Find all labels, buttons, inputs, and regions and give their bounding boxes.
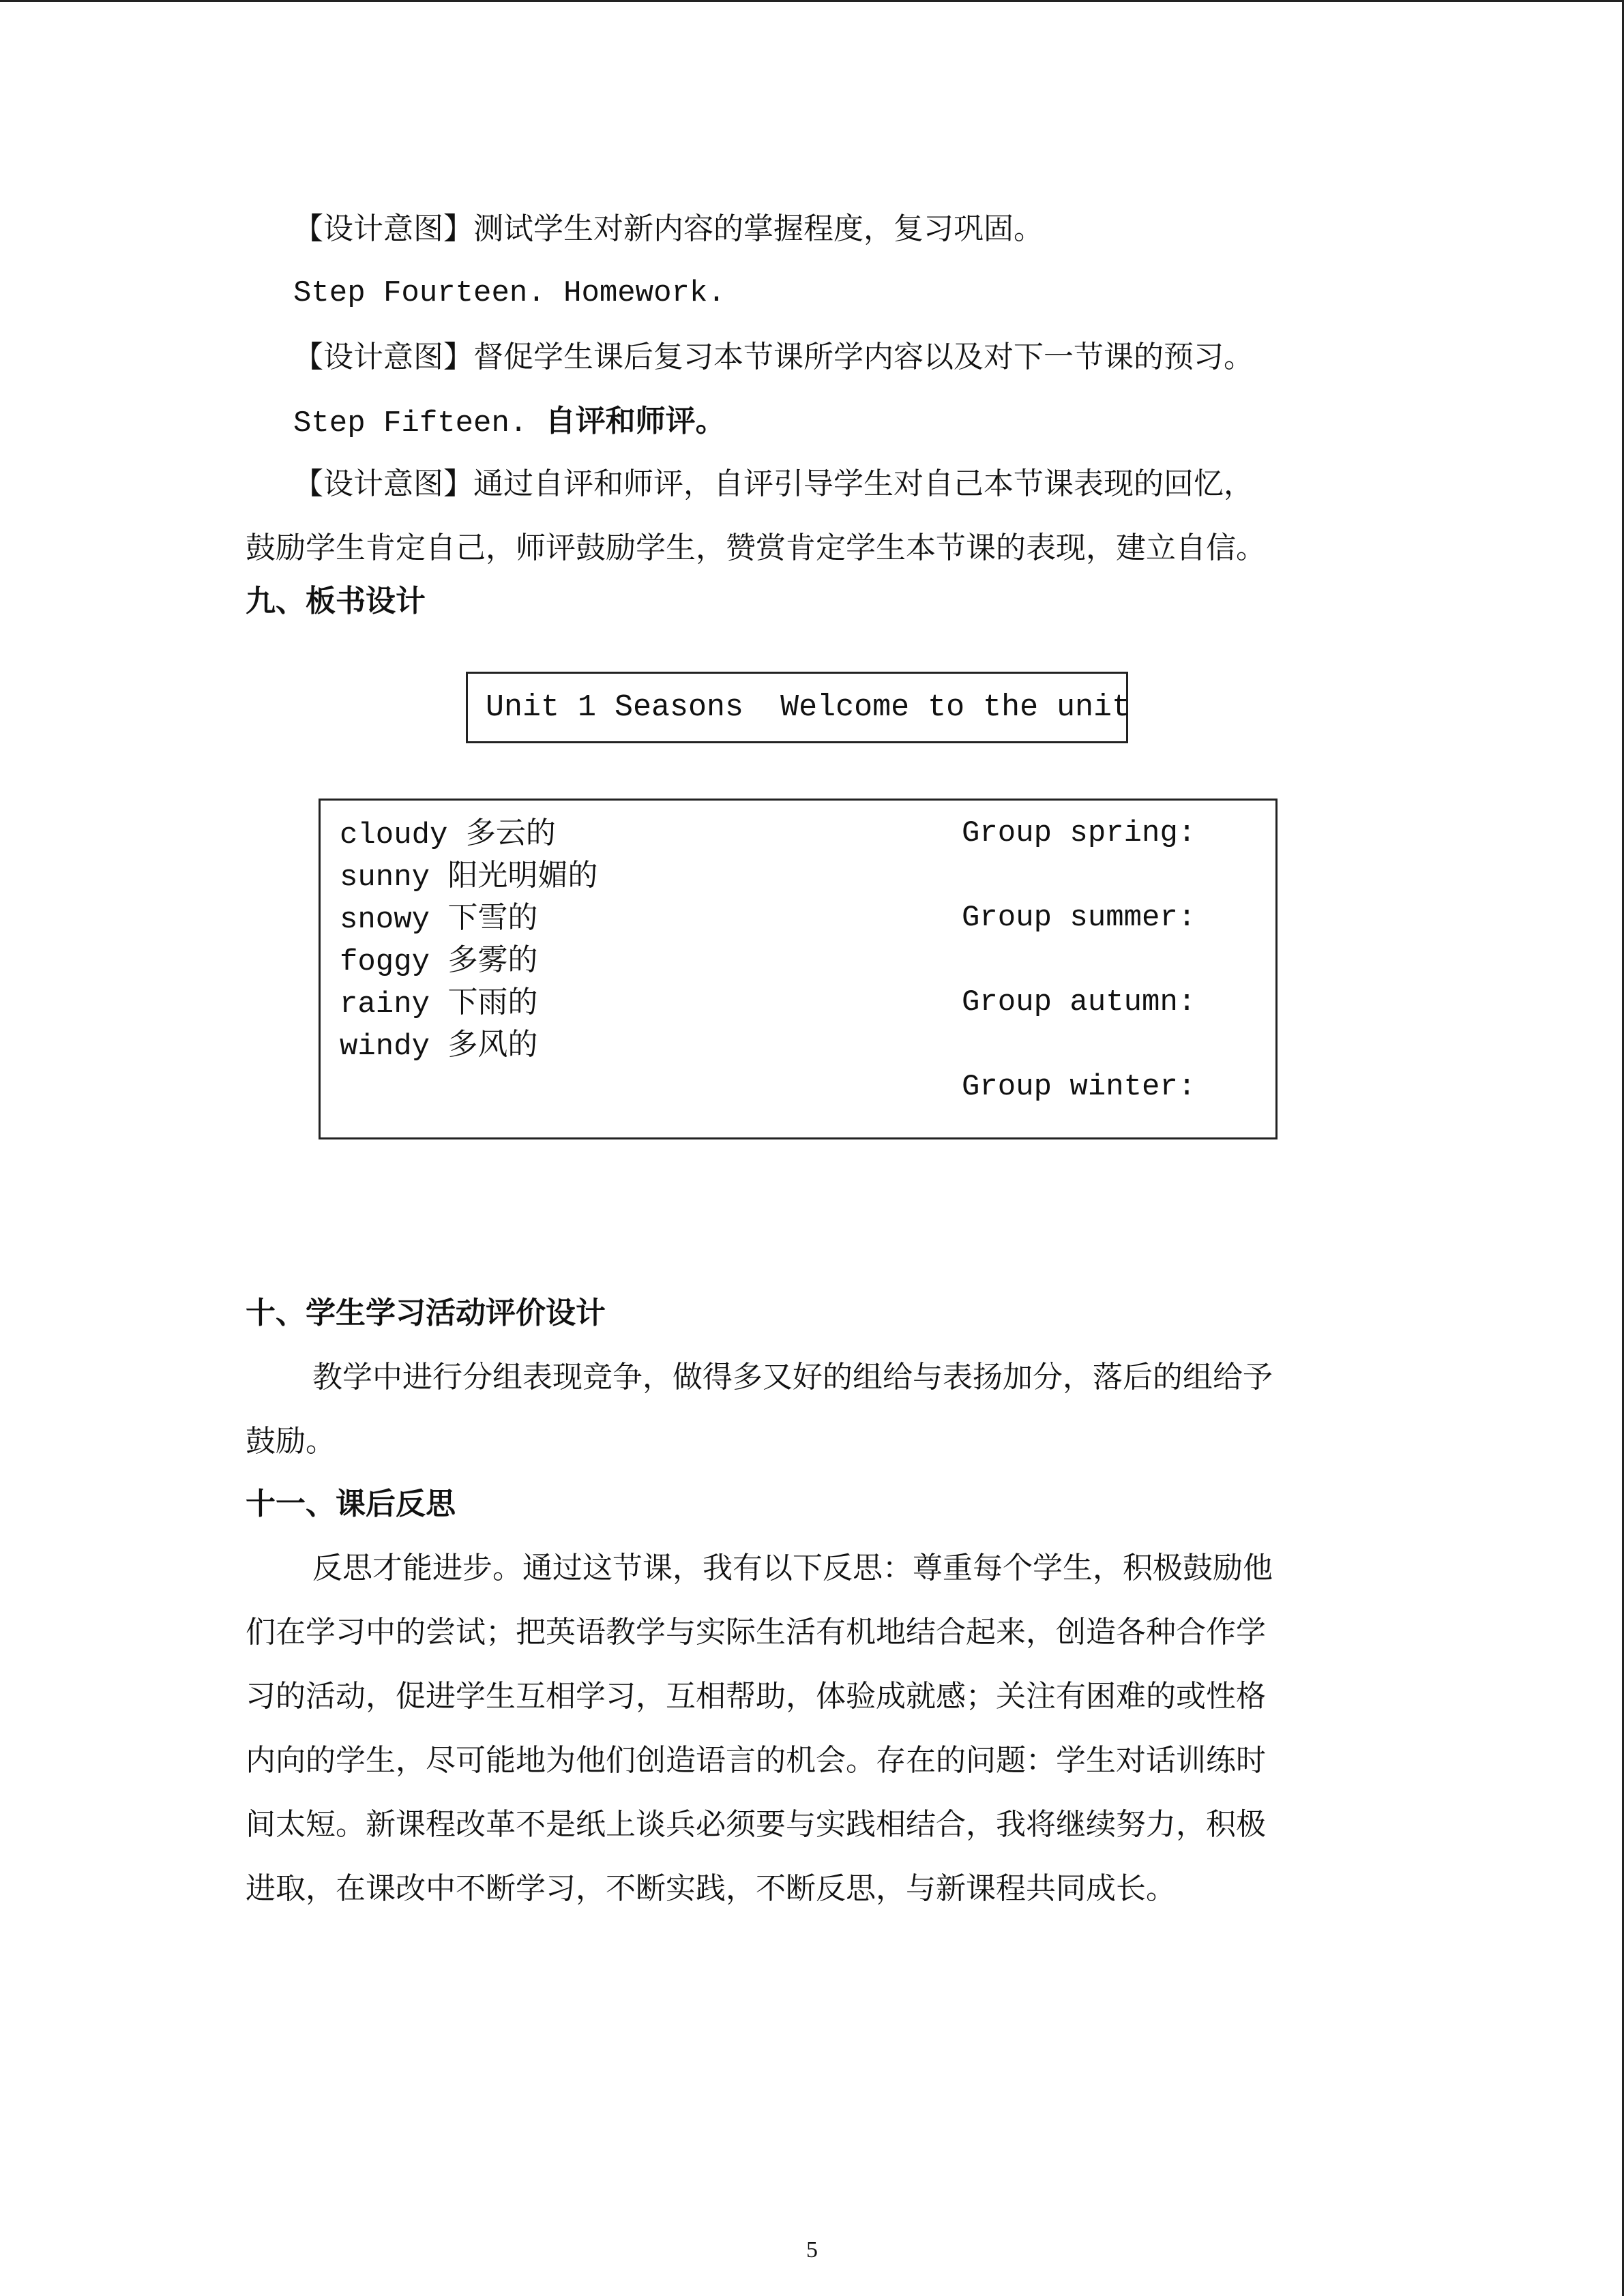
reflection-line: 们在学习中的尝试；把英语教学与实际生活有机地结合起来，创造各种合作学 xyxy=(246,1615,1266,1650)
vocab-en: foggy xyxy=(340,945,430,979)
section-10-line-2: 鼓励。 xyxy=(246,1424,336,1459)
group-autumn: Group autumn: xyxy=(962,985,1196,1019)
group-summer: Group summer: xyxy=(962,901,1196,935)
board-content-box xyxy=(319,799,1278,1139)
design-intent-3-line-2: 鼓励学生肯定自己，师评鼓励学生，赞赏肯定学生本节课的表现，建立自信。 xyxy=(246,531,1266,565)
section-10-heading: 十、学生学习活动评价设计 xyxy=(246,1296,606,1330)
vocab-cn: 下雨的 xyxy=(447,985,538,1019)
step-fourteen: Step Fourteen. Homework. xyxy=(293,276,726,310)
vocab-cn: 阳光明媚的 xyxy=(447,858,598,893)
vocab-en: rainy xyxy=(340,987,430,1022)
section-9-heading: 九、板书设计 xyxy=(246,584,426,618)
reflection-line: 习的活动，促进学生互相学习，互相帮助，体验成就感；关注有困难的或性格 xyxy=(246,1679,1266,1714)
vocab-cn: 多雾的 xyxy=(447,942,538,977)
vocab-cn: 多云的 xyxy=(465,816,556,850)
step-fifteen-cn: 自评和师评。 xyxy=(545,404,726,438)
reflection-line: 内向的学生，尽可能地为他们创造语言的机会。存在的问题：学生对话训练时 xyxy=(246,1743,1266,1778)
board-title: Unit 1 Seasons Welcome to the unit xyxy=(486,690,1131,725)
vocab-item xyxy=(340,1024,537,1067)
vocab-item xyxy=(340,855,597,898)
step-fifteen xyxy=(293,401,726,444)
vocab-en: snowy xyxy=(340,903,430,937)
vocab-en: windy xyxy=(340,1030,430,1064)
step-fifteen-en: Step Fifteen. xyxy=(293,406,546,441)
vocab-en: sunny xyxy=(340,861,430,895)
page-border-top xyxy=(0,0,1624,2)
vocab-item xyxy=(340,897,537,940)
board-title-box xyxy=(466,672,1131,743)
vocab-cn: 多风的 xyxy=(447,1027,538,1062)
section-10-line-1: 教学中进行分组表现竞争，做得多又好的组给与表扬加分，落后的组给予 xyxy=(312,1360,1273,1395)
group-spring: Group spring: xyxy=(962,816,1196,850)
page-number: 5 xyxy=(806,2237,818,2263)
vocab-item xyxy=(340,982,537,1025)
vocab-item xyxy=(340,813,556,856)
reflection-line: 反思才能进步。通过这节课，我有以下反思：尊重每个学生，积极鼓励他 xyxy=(312,1551,1273,1585)
design-intent-1: 【设计意图】测试学生对新内容的掌握程度，复习巩固。 xyxy=(293,211,1044,246)
vocab-cn: 下雪的 xyxy=(447,900,538,935)
design-intent-2: 【设计意图】督促学生课后复习本节课所学内容以及对下一节课的预习。 xyxy=(293,340,1254,374)
vocab-item xyxy=(340,940,537,983)
vocab-en: cloudy xyxy=(340,818,448,852)
reflection-line: 间太短。新课程改革不是纸上谈兵必须要与实践相结合，我将继续努力，积极 xyxy=(246,1807,1266,1842)
design-intent-3-line-1: 【设计意图】通过自评和师评，自评引导学生对自己本节课表现的回忆， xyxy=(293,466,1254,501)
reflection-line: 进取，在课改中不断学习，不断实践，不断反思，与新课程共同成长。 xyxy=(246,1871,1176,1906)
group-winter: Group winter: xyxy=(962,1070,1196,1104)
section-11-heading: 十一、课后反思 xyxy=(246,1487,456,1521)
